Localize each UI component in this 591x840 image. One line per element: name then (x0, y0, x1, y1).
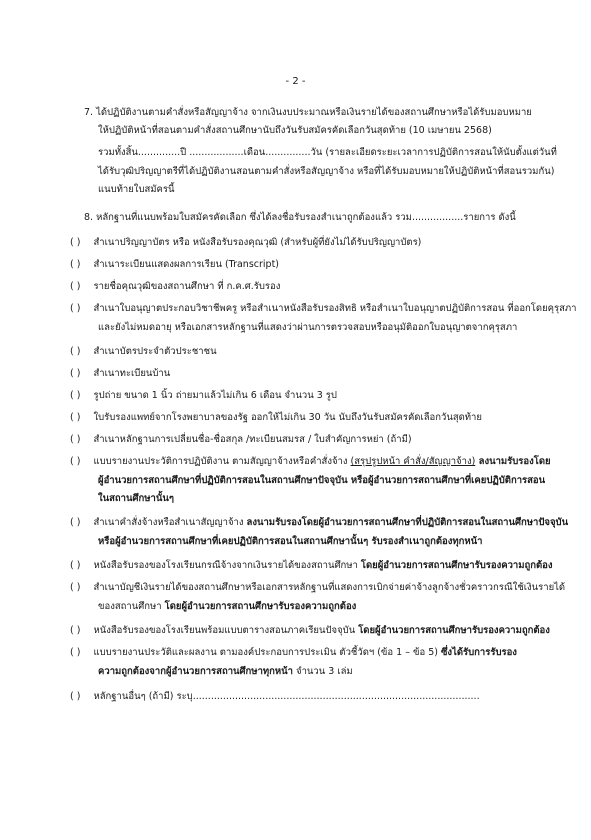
item-text: สำเนาคำสั่งจ้างหรือสำเนาสัญญาจ้าง (93, 517, 247, 528)
checklist-item (70, 455, 551, 468)
checklist-item (70, 302, 576, 315)
checkbox[interactable]: ( ) (70, 456, 81, 467)
checklist-item (70, 581, 565, 594)
checkbox[interactable]: ( ) (70, 560, 81, 571)
checkbox[interactable]: ( ) (70, 582, 81, 593)
item-text-bold: ซึ่งได้รับการรับรอง (440, 647, 517, 658)
item-text: รูปถ่าย ขนาด 1 นิ้ว ถ่ายมาแล้วไม่เกิน 6 เดือน จำนวน 3 รูป (93, 390, 337, 401)
item8-heading: 8. หลักฐานที่แนบพร้อมใบสมัครคัดเลือก ซึ่งได้ลงชื่อรับรองสำเนาถูกต้องแล้ว รวม.................รายการ ดังนี้ (84, 212, 516, 223)
checkbox[interactable]: ( ) (70, 517, 81, 528)
item-text-bold: ลงนามรับรองโดยผู้อำนวยการสถานศึกษาที่ปฏิบัติการสอนในสถานศึกษาปัจจุบัน (246, 517, 569, 528)
checklist-item (70, 345, 217, 358)
item-text: สำเนาใบอนุญาตประกอบวิชาชีพครู หรือสำเนาหนังสือรับรองสิทธิ หรือสำเนาใบอนุญาตปฏิบัติการสอน ที่ออกโดยคุรุสภา (93, 303, 577, 314)
checklist-item (70, 389, 337, 402)
checklist-item (70, 433, 412, 446)
item-text-bold: โดยผู้อำนวยการสถานศึกษารับรองความถูกต้อง (360, 560, 553, 571)
checkbox[interactable]: ( ) (70, 390, 81, 401)
item-text: สำเนาปริญญาบัตร หรือ หนังสือรับรองคุณวุฒิ (สำหรับผู้ที่ยังไม่ได้รับปริญญาบัตร) (93, 237, 422, 248)
item-text-continued (98, 535, 482, 548)
checklist-item (70, 236, 421, 249)
item7-line5: แนบท้ายใบสมัครนี้ (98, 184, 175, 195)
item-text: แบบรายงานประวัติการปฏิบัติงาน ตามสัญญาจ้างหรือคำสั่งจ้าง (93, 456, 351, 467)
item7-line4: ได้รับวุฒิปริญญาตรีที่ได้ปฏิบัติงานสอนตามคำสั่งหรือสัญญาจ้าง หรือที่ได้รับมอบหมายให้ปฏิบัติหน้าที่สอนรวมกัน) (98, 166, 555, 177)
item7-line1: 7. ได้ปฏิบัติงานตามคำสั่งหรือสัญญาจ้าง จากเงินงบประมาณหรือเงินรายได้ของสถานศึกษาหรือได้รับมอบหมาย (84, 107, 532, 118)
item-text: สำเนาหลักฐานการเปลี่ยนชื่อ-ชื่อสกุล /ทะเบียนสมรส / ใบสำคัญการหย่า (ถ้ามี) (93, 434, 412, 445)
item-text: สำเนาทะเบียนบ้าน (93, 368, 171, 379)
page-number: - 2 - (285, 76, 306, 87)
checklist-item (70, 258, 279, 271)
checkbox[interactable]: ( ) (70, 368, 81, 379)
item-text: จำนวน 3 เล่ม (293, 666, 353, 677)
checkbox[interactable]: ( ) (70, 303, 81, 314)
checklist-item (70, 411, 482, 424)
item-text: หนังสือรับรองของโรงเรียนกรณีจ้างจากเงินรายได้ของสถานศึกษา (93, 560, 361, 571)
checkbox[interactable]: ( ) (70, 412, 81, 423)
item-text: แบบรายงานประวัติและผลงาน ตามองค์ประกอบการประเมิน ตัวชี้วัดฯ (ข้อ 1 – ข้อ 5) (93, 647, 441, 658)
item-text-underlined: (สรุปรูปหน้า คำสั่ง/สัญญาจ้าง) (350, 456, 476, 467)
item-text: รายชื่อคุณวุฒิของสถานศึกษา ที่ ก.ค.ศ.รับรอง (93, 281, 281, 292)
item-text-bold: หรือผู้อำนวยการสถานศึกษาที่เคยปฏิบัติการสอนในสถานศึกษานั้นๆ รับรองสำเนาถูกต้องทุกหน้า (98, 536, 483, 547)
checkbox[interactable]: ( ) (70, 237, 81, 248)
checklist-item (70, 690, 480, 703)
item-text-continued (98, 665, 353, 678)
item-text-bold: ในสถานศึกษานั้นๆ (98, 493, 174, 504)
checkbox[interactable]: ( ) (70, 691, 81, 702)
item-text: หลักฐานอื่นๆ (ถ้ามี) ระบุ............................................................................................... (93, 691, 480, 702)
checklist-item (70, 559, 553, 572)
checklist-item (70, 516, 568, 529)
item-text: สำเนาบัญชีเงินรายได้ของสถานศึกษาหรือเอกสารหลักฐานที่แสดงการเบิกจ่ายค่าจ้างลูกจ้างชั่วคราวกรณีใช้เงินรายได้ (93, 582, 566, 593)
checklist-item (70, 646, 517, 659)
checkbox[interactable]: ( ) (70, 346, 81, 357)
item-text: สำเนาบัตรประจำตัวประชาชน (93, 346, 217, 357)
checkbox[interactable]: ( ) (70, 259, 81, 270)
checklist-item (70, 367, 170, 380)
item-text: สำเนาระเบียนแสดงผลการเรียน (Transcript) (93, 259, 279, 270)
checkbox[interactable]: ( ) (70, 434, 81, 445)
item7-line3: รวมทั้งสิ้น..............ปี ..................เดือน...............วัน (รายละเอียดระยะเวลาการปฏิบัติการสอนให้นับตั้งแต่วันที่ (98, 147, 557, 158)
checkbox[interactable]: ( ) (70, 647, 81, 658)
checkbox[interactable]: ( ) (70, 281, 81, 292)
item-text-bold: ลงนามรับรองโดย (475, 456, 551, 467)
item-text-bold: ผู้อำนวยการสถานศึกษาที่ปฏิบัติการสอนในสถานศึกษาปัจจุบัน หรือผู้อำนวยการสถานศึกษาที่เคยปฏิบัติการสอน (98, 475, 546, 486)
item-text: ใบรับรองแพทย์จากโรงพยาบาลของรัฐ ออกให้ไม่เกิน 30 วัน นับถึงวันรับสมัครคัดเลือกวันสุดท้าย (93, 412, 482, 423)
item-text-continued: และยังไม่หมดอายุ หรือเอกสารหลักฐานที่แสดงว่าผ่านการตรวจสอบหรืออนุมัติออกใบอนุญาตจากคุรุสภา (98, 322, 518, 333)
checkbox[interactable]: ( ) (70, 625, 81, 636)
checklist-item (70, 280, 280, 293)
item-text-bold: ความถูกต้องจากผู้อำนวยการสถานศึกษาทุกหน้า (98, 666, 294, 677)
item-text-bold: โดยผู้อำนวยการสถานศึกษารับรองความถูกต้อง (358, 625, 550, 636)
item-text-bold: โดยผู้อำนวยการสถานศึกษารับรองความถูกต้อง (164, 601, 357, 612)
item-text-continued (98, 492, 174, 505)
item-text: หนังสือรับรองของโรงเรียนพร้อมแบบตารางสอนภาคเรียนปัจจุบัน (93, 625, 359, 636)
item-text-continued (98, 600, 356, 613)
checklist-item (70, 624, 550, 637)
item-text-continued (98, 474, 545, 487)
item-text: ของสถานศึกษา (98, 601, 165, 612)
item7-line2: ให้ปฏิบัติหน้าที่สอนตามคำสั่งสถานศึกษานับถึงวันรับสมัครคัดเลือกวันสุดท้าย (10 เมษายน 2568) (98, 125, 492, 136)
